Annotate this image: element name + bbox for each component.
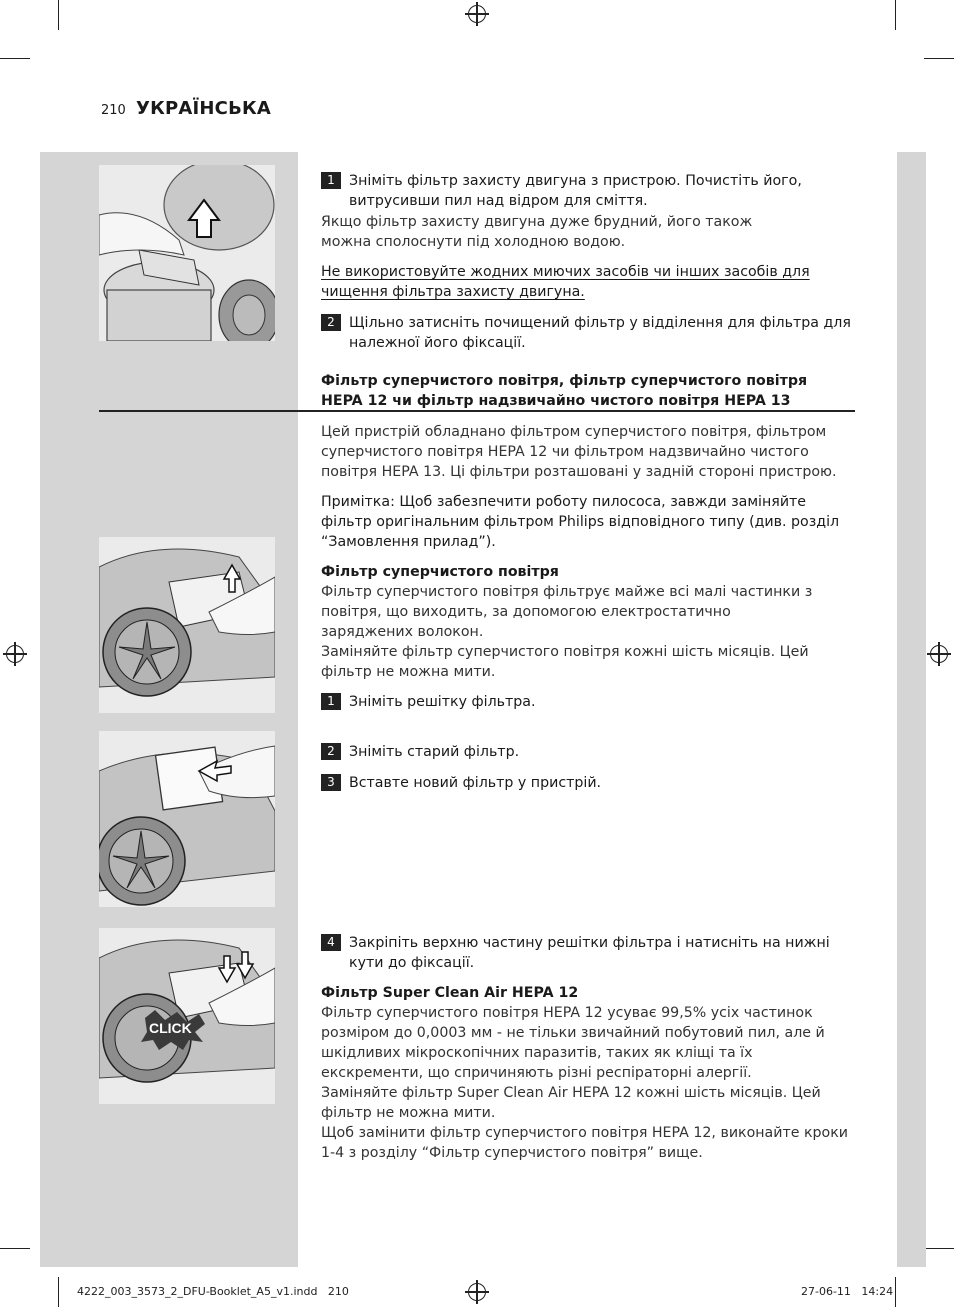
step-1-grille — [321, 692, 861, 712]
step-text: Щільно затисніть почищений фільтр у відділення для фільтра для належної його фіксації. — [349, 315, 851, 351]
step-number: 2 — [321, 314, 341, 331]
subsection-heading: Фільтр суперчистого повітря — [321, 564, 559, 580]
subsection-paragraph: Заміняйте фільтр суперчистого повітря кожні шість місяців. Цей фільтр не можна мити. — [321, 644, 809, 680]
footer-file-info: 4222_003_3573_2_DFU-Booklet_A5_v1.indd 210 — [77, 1285, 349, 1298]
crop-mark — [58, 0, 59, 30]
crop-mark — [895, 0, 896, 30]
page-number: 210 — [101, 103, 126, 118]
step-text: Зніміть старий фільтр. — [349, 744, 520, 760]
step-note: Якщо фільтр захисту двигуна дуже брудний, його також можна сполоснути під холодною водою. — [321, 214, 753, 250]
section-heading: Фільтр суперчистого повітря, фільтр суперчистого повітря HEPA 12 чи фільтр надзвичайно чистого повітря HEPA 13 — [321, 373, 808, 409]
step-4-fix-grille — [321, 933, 861, 973]
note-text: Примітка: Щоб забезпечити роботу пилососа, завжди заміняйте фільтр оригінальним фільтром Philips відповідного типу (див. розділ “Замовлення прилад”). — [321, 494, 840, 550]
step-2-old-filter — [321, 742, 861, 762]
illustration-remove-filter — [99, 731, 275, 907]
right-margin-panel — [897, 152, 926, 1267]
registration-mark-icon — [930, 645, 948, 663]
page-title: УКРАЇНСЬКА — [136, 98, 272, 119]
crop-mark — [924, 1248, 954, 1249]
illustration-motor-filter — [99, 165, 275, 341]
subsection-paragraph: Фільтр суперчистого повітря фільтрує майже всі малі частинки з повітря, що виходить, за допомогою електростатично заряджених волокон. — [321, 584, 813, 640]
step-number: 1 — [321, 693, 341, 710]
step-number: 3 — [321, 774, 341, 791]
step-2-motor-filter — [321, 313, 861, 353]
step-text: Закріпіть верхню частину решітки фільтра і натисніть на нижні кути до фіксації. — [349, 935, 830, 971]
subsection-paragraph: Щоб замінити фільтр суперчистого повітря HEPA 12, виконайте кроки 1-4 з розділу “Фільтр суперчистого повітря” вище. — [321, 1125, 849, 1161]
section-intro: Цей пристрій обладнано фільтром суперчистого повітря, фільтром суперчистого повітря HEPA 12 чи фільтром надзвичайно чистого повітря HEPA 13. Ці фільтри розташовані у задній стороні пристрою. — [321, 424, 837, 480]
illustration-fix-grille — [99, 928, 275, 1104]
registration-mark-icon — [6, 645, 24, 663]
step-3-new-filter — [321, 773, 861, 793]
crop-mark — [895, 1277, 896, 1307]
crop-mark — [58, 1277, 59, 1307]
crop-mark — [0, 58, 30, 59]
subsection-heading: Фільтр Super Clean Air HEPA 12 — [321, 985, 579, 1001]
illustration-remove-grille — [99, 537, 275, 713]
subsection-paragraph: Фільтр суперчистого повітря HEPA 12 усуває 99,5% усіх частинок розміром до 0,0003 мм - не тільки звичайний побутовий пил, але й шкідливих мікроскопічних паразитів, таких як кліщі та їх екскременти, що спричиняють різні респіраторні алергії. — [321, 1005, 825, 1081]
step-number: 4 — [321, 934, 341, 951]
crop-mark — [0, 1248, 30, 1249]
warning-text: Не використовуйте жодних миючих засобів чи інших засобів для чищення фільтра захисту двигуна. — [321, 264, 810, 300]
registration-mark-icon — [468, 1283, 486, 1301]
step-text: Зніміть фільтр захисту двигуна з пристрою. Почистіть його, витрусивши пил над відром для сміття. — [349, 173, 802, 209]
registration-mark-icon — [468, 5, 486, 23]
step-1-motor-filter — [321, 171, 861, 211]
click-label: CLICK — [149, 1020, 192, 1036]
section-divider — [99, 410, 855, 412]
subsection-paragraph: Заміняйте фільтр Super Clean Air HEPA 12 кожні шість місяців. Цей фільтр не можна мити. — [321, 1085, 821, 1121]
step-text: Вставте новий фільтр у пристрій. — [349, 775, 602, 791]
step-number: 2 — [321, 743, 341, 760]
step-text: Зніміть решітку фільтра. — [349, 694, 536, 710]
crop-mark — [924, 58, 954, 59]
footer-date: 27-06-11 14:24 — [801, 1285, 894, 1298]
step-number: 1 — [321, 172, 341, 189]
